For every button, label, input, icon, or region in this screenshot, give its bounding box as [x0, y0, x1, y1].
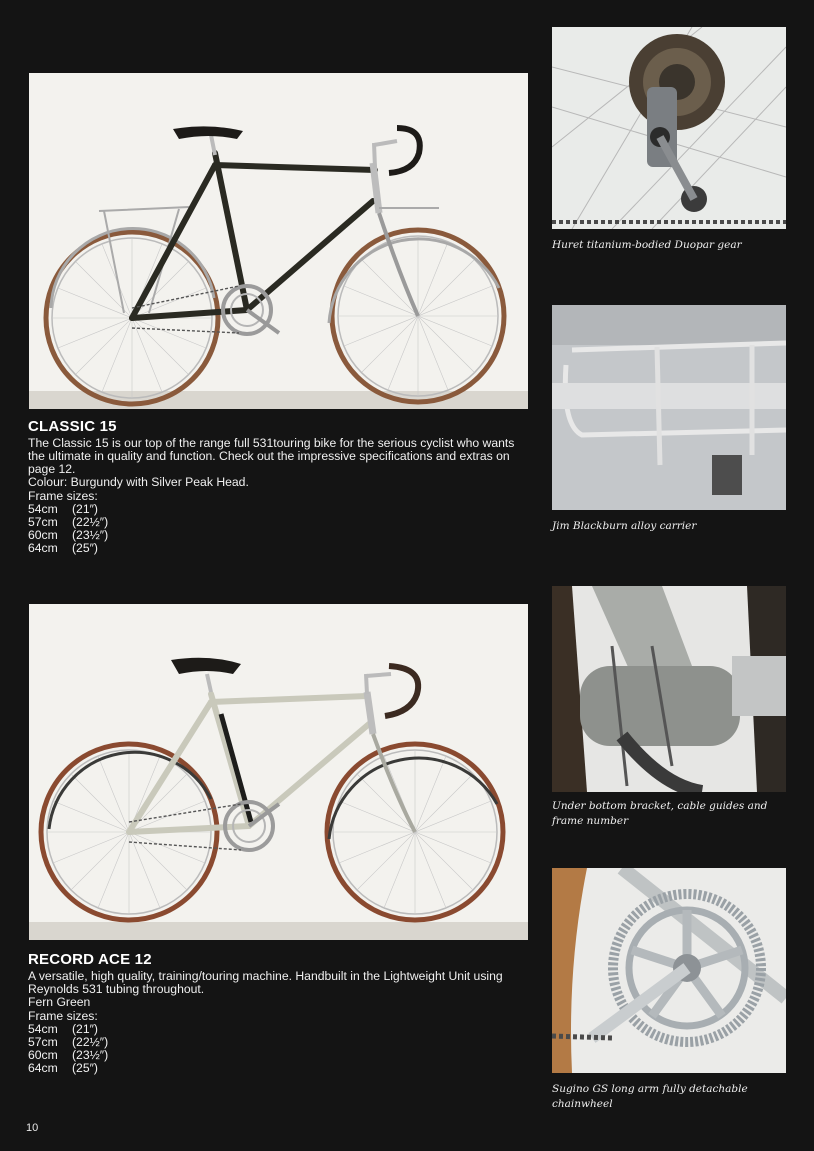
model-description: A versatile, high quality, training/touring machine. Handbuilt in the Lightweight Unit using Reynolds 531 tubing throughout.	[28, 969, 503, 996]
classic-15-section	[28, 418, 528, 555]
page-number: 10	[26, 1122, 39, 1134]
bottom-bracket-detail-photo	[552, 586, 786, 792]
carrier-detail-photo	[552, 305, 786, 510]
frame-size-inch: (22½″)	[72, 515, 109, 529]
frame-size-cm: 57cm	[28, 515, 58, 529]
carrier-caption: Jim Blackburn alloy carrier	[552, 520, 697, 532]
frame-size-row	[28, 542, 528, 555]
frame-size-inch: (22½″)	[72, 1035, 109, 1049]
frame-size-cm: 54cm	[28, 1022, 58, 1036]
frame-size-row	[28, 1049, 528, 1062]
classic-15-photo	[29, 73, 528, 409]
frame-size-inch: (25″)	[72, 1061, 98, 1075]
frame-sizes	[28, 1010, 528, 1075]
frame-size-row	[28, 1062, 528, 1075]
record-ace-12-photo	[29, 604, 528, 940]
frame-size-cm: 60cm	[28, 528, 58, 542]
frame-sizes-label: Frame sizes:	[28, 489, 98, 503]
frame-sizes	[28, 490, 528, 555]
model-colour: Colour: Burgundy with Silver Peak Head.	[28, 475, 249, 489]
model-title: RECORD ACE 12	[28, 951, 152, 968]
frame-size-cm: 57cm	[28, 1035, 58, 1049]
frame-size-cm: 64cm	[28, 1061, 58, 1075]
frame-size-inch: (23½″)	[72, 1048, 109, 1062]
model-colour: Fern Green	[28, 995, 91, 1009]
frame-size-inch: (21″)	[72, 1022, 98, 1036]
model-description: The Classic 15 is our top of the range full 531touring bike for the serious cyclist who wants the ultimate in quality and function. Check out the impressive specifications and extras on page 12.	[28, 436, 515, 476]
frame-size-inch: (23½″)	[72, 528, 109, 542]
frame-size-cm: 54cm	[28, 502, 58, 516]
frame-size-inch: (21″)	[72, 502, 98, 516]
frame-sizes-label: Frame sizes:	[28, 1009, 98, 1023]
frame-size-row	[28, 529, 528, 542]
frame-size-cm: 64cm	[28, 541, 58, 555]
derailleur-detail-photo	[552, 27, 786, 229]
derailleur-caption: Huret titanium-bodied Duopar gear	[552, 239, 742, 251]
model-title: CLASSIC 15	[28, 418, 117, 435]
record-ace-12-section	[28, 951, 528, 1075]
frame-size-cm: 60cm	[28, 1048, 58, 1062]
chainwheel-detail-photo	[552, 868, 786, 1073]
frame-size-inch: (25″)	[72, 541, 98, 555]
bottom-bracket-caption: Under bottom bracket, cable guides and frame number	[552, 800, 768, 827]
chainwheel-caption: Sugino GS long arm fully detachable chainwheel	[552, 1083, 748, 1110]
